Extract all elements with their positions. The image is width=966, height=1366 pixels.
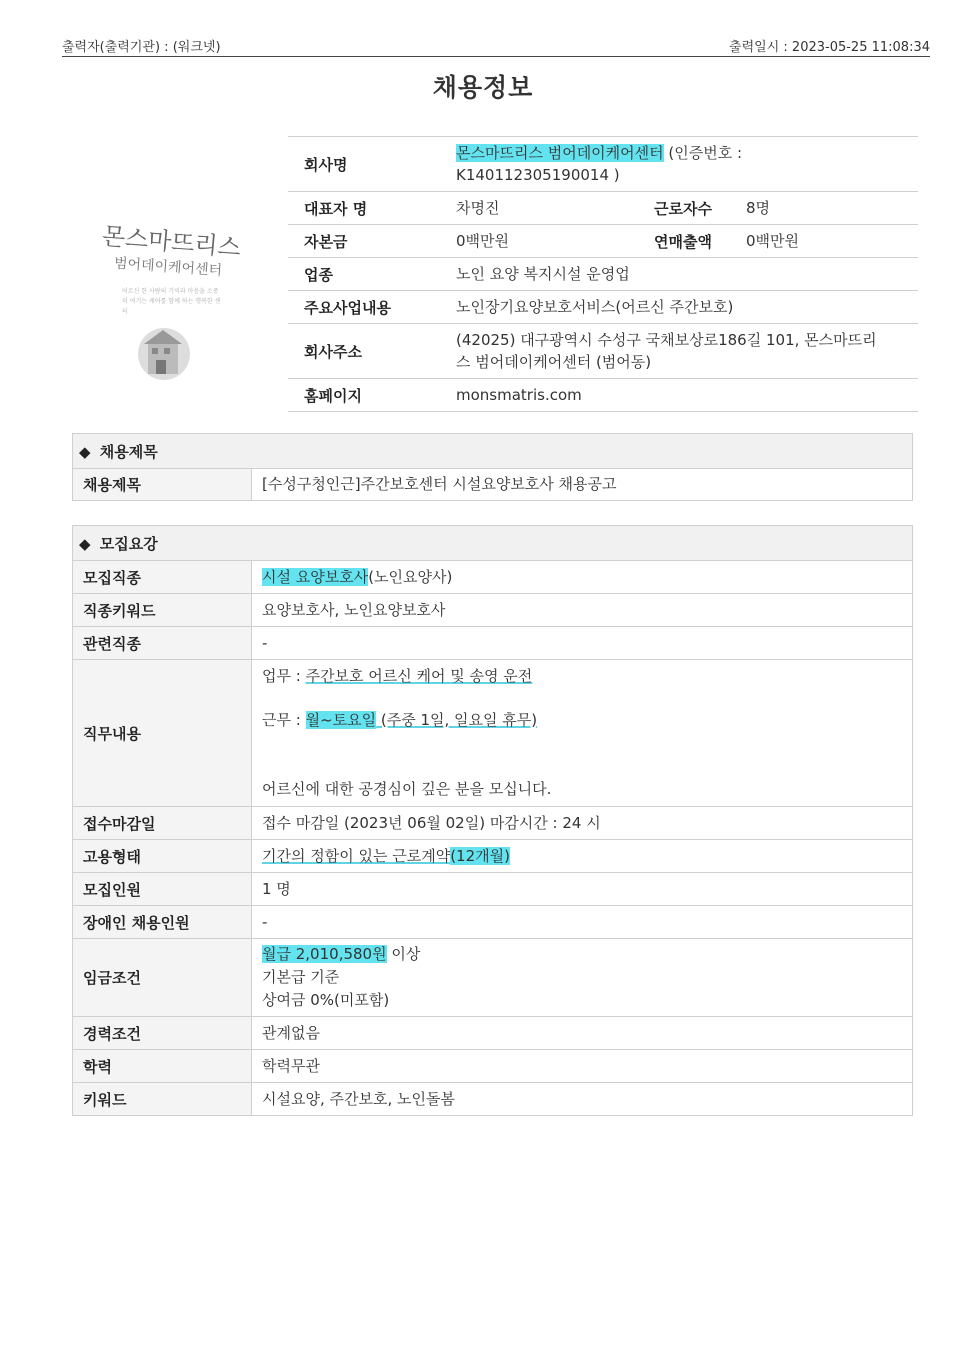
kw-label: 키워드 [73,1083,252,1116]
work-days-highlight: 월~토요일 [305,711,377,729]
kw-value: 시설요양, 주간보호, 노인돌봄 [252,1083,913,1116]
industry-value: 노인 요양 복지시설 운영업 [456,258,918,291]
edu-value: 학력무관 [252,1050,913,1083]
workers-value: 8명 [746,192,918,225]
address-label: 회사주소 [288,324,456,379]
duties-value [252,660,913,807]
job-title-section [72,433,913,501]
cert-number: K140112305190014 ) [456,166,620,184]
related-value: - [252,627,913,660]
cert-label: (인증번호 : [668,144,743,162]
company-info-table [288,136,918,412]
company-name-label: 회사명 [288,137,456,192]
job-type-value [252,561,913,594]
wage-value [252,939,913,1017]
print-header [62,36,930,57]
ceo-value: 차명진 [456,192,654,225]
count-value: 1 명 [252,873,913,906]
job-title-label: 채용제목 [73,469,252,501]
recruit-section [72,525,913,1116]
address-cell [456,324,918,379]
job-type-rest: (노인요양사) [368,567,453,586]
company-logo [92,222,242,392]
count-label: 모집인원 [73,873,252,906]
logo-line3: 어르신 한 사람의 기억과 마음을 소중히 여기는 케어를 함께 하는 행복한 센터 [122,288,221,315]
page-title: 채용정보 [432,73,534,102]
wage-line2: 기본급 기준 [262,968,340,986]
career-value: 관계없음 [252,1017,913,1050]
wage-line3: 상여금 0%(미포함) [262,991,390,1009]
employ-highlight: (12개월) [450,846,510,865]
deadline-value: 접수 마감일 (2023년 06월 02일) 마감시간 : 24 시 [252,807,913,840]
wage-highlight: 월급 2,010,580원 [262,945,387,963]
edu-label: 학력 [73,1050,252,1083]
business-label: 주요사업내용 [288,291,456,324]
duties-label: 직무내용 [73,660,252,807]
business-value: 노인장기요양보호서비스(어르신 주간보호) [456,291,918,324]
recruit-section-header [73,526,913,561]
capital-value: 0백만원 [456,225,654,258]
address-line2: 스 범어데이케어센터 (범어동) [456,353,652,371]
job-type-label: 모집직종 [73,561,252,594]
sales-label: 연매출액 [654,225,746,258]
address-line1: (42025) 대구광역시 수성구 국채보상로186길 101, 몬스마뜨리 [456,331,877,349]
print-datetime: 출력일시 : 2023-05-25 11:08:34 [729,40,930,55]
wage-rest: 이상 [386,945,421,963]
work-prefix: 근무 : [262,711,306,729]
disabled-label: 장애인 채용인원 [73,906,252,939]
related-label: 관련직종 [73,627,252,660]
job-title-section-header [73,434,913,469]
job-type-highlight: 시설 요양보호사 [262,567,369,586]
workers-label: 근로자수 [654,192,746,225]
recruit-section-name: 모집요강 [99,534,158,553]
duty-note: 어르신에 대한 공경심이 깊은 분을 모십니다. [262,780,552,798]
diamond-icon: ◆ [79,442,91,461]
printer-info: 출력자(출력기관) : (워크넷) [62,40,221,55]
wage-label: 임금조건 [73,939,252,1017]
job-title-section-name: 채용제목 [99,442,158,461]
company-name-cell [456,137,918,192]
duty-prefix: 업무 : [262,667,306,685]
career-label: 경력조건 [73,1017,252,1050]
industry-label: 업종 [288,258,456,291]
homepage-label: 홈페이지 [288,379,456,412]
employ-label: 고용형태 [73,840,252,873]
duty-text: 주간보호 어르신 케어 및 송영 운전 [305,667,533,685]
sales-value: 0백만원 [746,225,918,258]
keywords-value: 요양보호사, 노인요양보호사 [252,594,913,627]
logo-house-icon [132,322,202,382]
keywords-label: 직종키워드 [73,594,252,627]
company-name: 몬스마뜨리스 범어데이케어센터 [456,144,664,162]
capital-label: 자본금 [288,225,456,258]
employ-value [252,840,913,873]
job-title-value: [수성구청인근]주간보호센터 시설요양보호사 채용공고 [252,469,913,501]
logo-line2: 범어데이케어센터 [113,255,223,280]
ceo-label: 대표자 명 [288,192,456,225]
deadline-label: 접수마감일 [73,807,252,840]
homepage-link[interactable]: monsmatris.com [456,379,918,412]
logo-line1: 몬스마뜨리스 [100,221,242,262]
diamond-icon: ◆ [79,534,91,553]
employ-text: 기간의 정함이 있는 근로계약 [262,846,451,865]
disabled-value: - [252,906,913,939]
work-days-rest: (주중 1일, 일요일 휴무) [376,711,538,729]
